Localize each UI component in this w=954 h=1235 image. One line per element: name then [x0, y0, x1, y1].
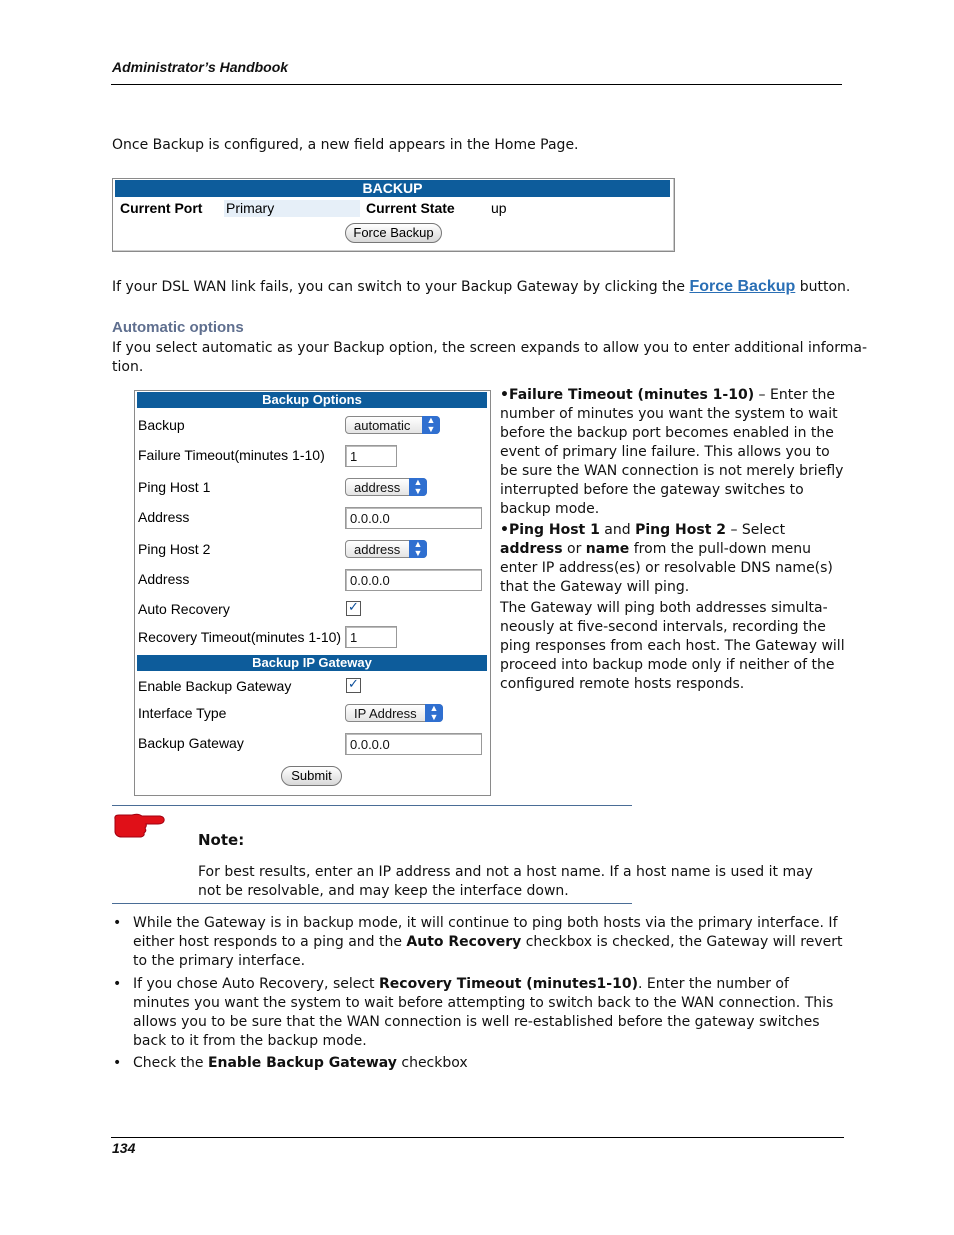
pointing-hand-icon: [112, 813, 166, 839]
checkmark-icon: ✓: [348, 677, 359, 692]
note-text: For best results, enter an IP address and not a host name. If a host name is used it may not be resolvable, and may keep the interface down.: [198, 864, 813, 899]
backup-panel-title: BACKUP: [115, 180, 670, 197]
ping-text-3: or: [562, 541, 586, 557]
dsl-text-before: If your DSL WAN link fails, you can switch to your Backup Gateway by clicking the: [112, 279, 686, 295]
backup-status-panel: [112, 178, 675, 252]
failure-timeout-term: •Failure Timeout (minutes 1-10): [500, 387, 755, 403]
address2-label: Address: [138, 571, 190, 587]
ping-text-2: – Select: [726, 522, 786, 538]
failure-timeout-label: Failure Timeout(minutes 1-10): [138, 447, 325, 463]
enable-backup-gateway-checkbox[interactable]: [346, 678, 361, 693]
current-port-label: Current Port: [120, 200, 203, 216]
bullet-item: [113, 975, 845, 1051]
automatic-options-line2: tion.: [112, 359, 144, 375]
current-port-value: Primary: [226, 200, 275, 216]
automatic-options-text: [112, 339, 868, 377]
force-backup-button[interactable]: Force Backup: [345, 223, 442, 243]
address2-input[interactable]: 0.0.0.0: [345, 569, 482, 591]
side-explanation: [500, 386, 845, 694]
auto-recovery-label: Auto Recovery: [138, 601, 230, 617]
intro-text: Once Backup is configured, a new field appears in the Home Page.: [112, 137, 579, 153]
address1-label: Address: [138, 509, 190, 525]
bullet2-text-1: If you chose Auto Recovery, select: [133, 976, 379, 992]
ping-behavior-description: The Gateway will ping both addresses simulta-neously at five-second intervals, recording the ping responses from each host. The Gateway will proceed into backup mode only if neither of the configured remote hosts responds.: [500, 600, 845, 692]
bullet1-text-2: checkbox is checked, the Gateway will revert to the primary interface.: [133, 934, 843, 969]
failure-timeout-description: [500, 386, 845, 519]
bullet3-text-1: Check the: [133, 1055, 208, 1071]
ping-host2-select[interactable]: [345, 540, 427, 558]
backup-label: Backup: [138, 417, 185, 433]
backup-options-title: Backup Options: [137, 392, 487, 408]
recovery-timeout-label: Recovery Timeout(minutes 1-10): [138, 629, 342, 645]
current-state-label: Current State: [366, 200, 455, 216]
ping-text-4: from the pull-down menu enter IP address(es) or resolvable DNS name(s) that the Gateway will ping.: [500, 541, 833, 595]
failure-timeout-input[interactable]: 1: [345, 445, 397, 467]
backup-options-panel: [134, 390, 491, 796]
ping-host2-term: Ping Host 2: [635, 522, 727, 538]
submit-button[interactable]: Submit: [281, 766, 342, 786]
bullet-item: [113, 1054, 845, 1073]
dsl-paragraph: [112, 277, 852, 297]
failure-timeout-text: – Enter the number of minutes you want the system to wait before the backup port becomes enabled in the event of primary line failure. This allows you to be sure the WAN connection is not merely briefly interrupted before the gateway switches to backup mode.: [500, 387, 844, 517]
checkmark-icon: ✓: [348, 600, 359, 615]
bullet1-text-1: While the Gateway is in backup mode, it will continue to ping both hosts via the primary interface. If either host responds to a ping and the: [133, 915, 838, 950]
select-arrows-icon: ▲ ▼: [425, 704, 443, 722]
ping-host1-label: Ping Host 1: [138, 479, 211, 495]
note-label: Note:: [198, 831, 245, 849]
page-number: 134: [112, 1140, 136, 1156]
interface-type-select[interactable]: [345, 704, 443, 722]
interface-type-value: IP Address: [354, 706, 417, 721]
ping-host2-value: address: [354, 542, 401, 557]
address1-input[interactable]: 0.0.0.0: [345, 507, 482, 529]
ping-host-description: [500, 521, 845, 597]
ping-host1-value: address: [354, 480, 401, 495]
select-arrows-icon: ▲ ▼: [409, 478, 427, 496]
force-backup-link[interactable]: Force Backup: [689, 278, 796, 295]
bullet-dot: •: [113, 1055, 122, 1071]
select-arrows-icon: ▲ ▼: [422, 416, 440, 434]
interface-type-label: Interface Type: [138, 705, 227, 721]
current-state-value: up: [491, 200, 507, 216]
backup-gateway-input[interactable]: 0.0.0.0: [345, 733, 482, 755]
select-arrows-icon: ▲ ▼: [409, 540, 427, 558]
dsl-text-after: button.: [799, 279, 851, 295]
backup-gateway-label: Backup Gateway: [138, 735, 244, 751]
backup-mode-select[interactable]: [345, 416, 440, 434]
auto-recovery-term: Auto Recovery: [406, 934, 522, 950]
ping-host2-label: Ping Host 2: [138, 541, 211, 557]
enable-backup-gateway-label: Enable Backup Gateway: [138, 678, 292, 694]
handbook-title: Administrator’s Handbook: [112, 59, 289, 75]
automatic-options-line1: If you select automatic as your Backup option, the screen expands to allow you to enter additional informa-: [112, 340, 868, 356]
ping-text-1: and: [599, 522, 636, 538]
bullet-dot: •: [113, 915, 122, 931]
enable-backup-gateway-term: Enable Backup Gateway: [207, 1055, 397, 1071]
bullet2-text-2: . Enter the number of minutes you want the system to wait before attempting to switch back to the WAN connection. This allows you to be sure that the WAN connection is well re-established before the gateway switches back to it from the backup mode.: [133, 976, 834, 1049]
bullet3-text-2: checkbox: [396, 1055, 468, 1071]
ping-host1-select[interactable]: [345, 478, 427, 496]
note-bottom-rule: [112, 903, 632, 904]
bullet-item: [113, 914, 845, 971]
bullet-dot: •: [113, 976, 122, 992]
footer-rule: [111, 1137, 844, 1138]
header-rule: [111, 84, 842, 85]
automatic-options-heading: Automatic options: [112, 319, 244, 336]
ping-host1-term: •Ping Host 1: [500, 522, 600, 538]
note-top-rule: [112, 805, 632, 806]
recovery-timeout-input[interactable]: 1: [345, 626, 397, 648]
name-term: name: [585, 541, 630, 557]
auto-recovery-checkbox[interactable]: [346, 601, 361, 616]
backup-ip-gateway-title: Backup IP Gateway: [137, 655, 487, 671]
address-term: address: [500, 541, 563, 557]
backup-mode-value: automatic: [354, 418, 411, 433]
recovery-timeout-term: Recovery Timeout (minutes1-10): [379, 976, 638, 992]
